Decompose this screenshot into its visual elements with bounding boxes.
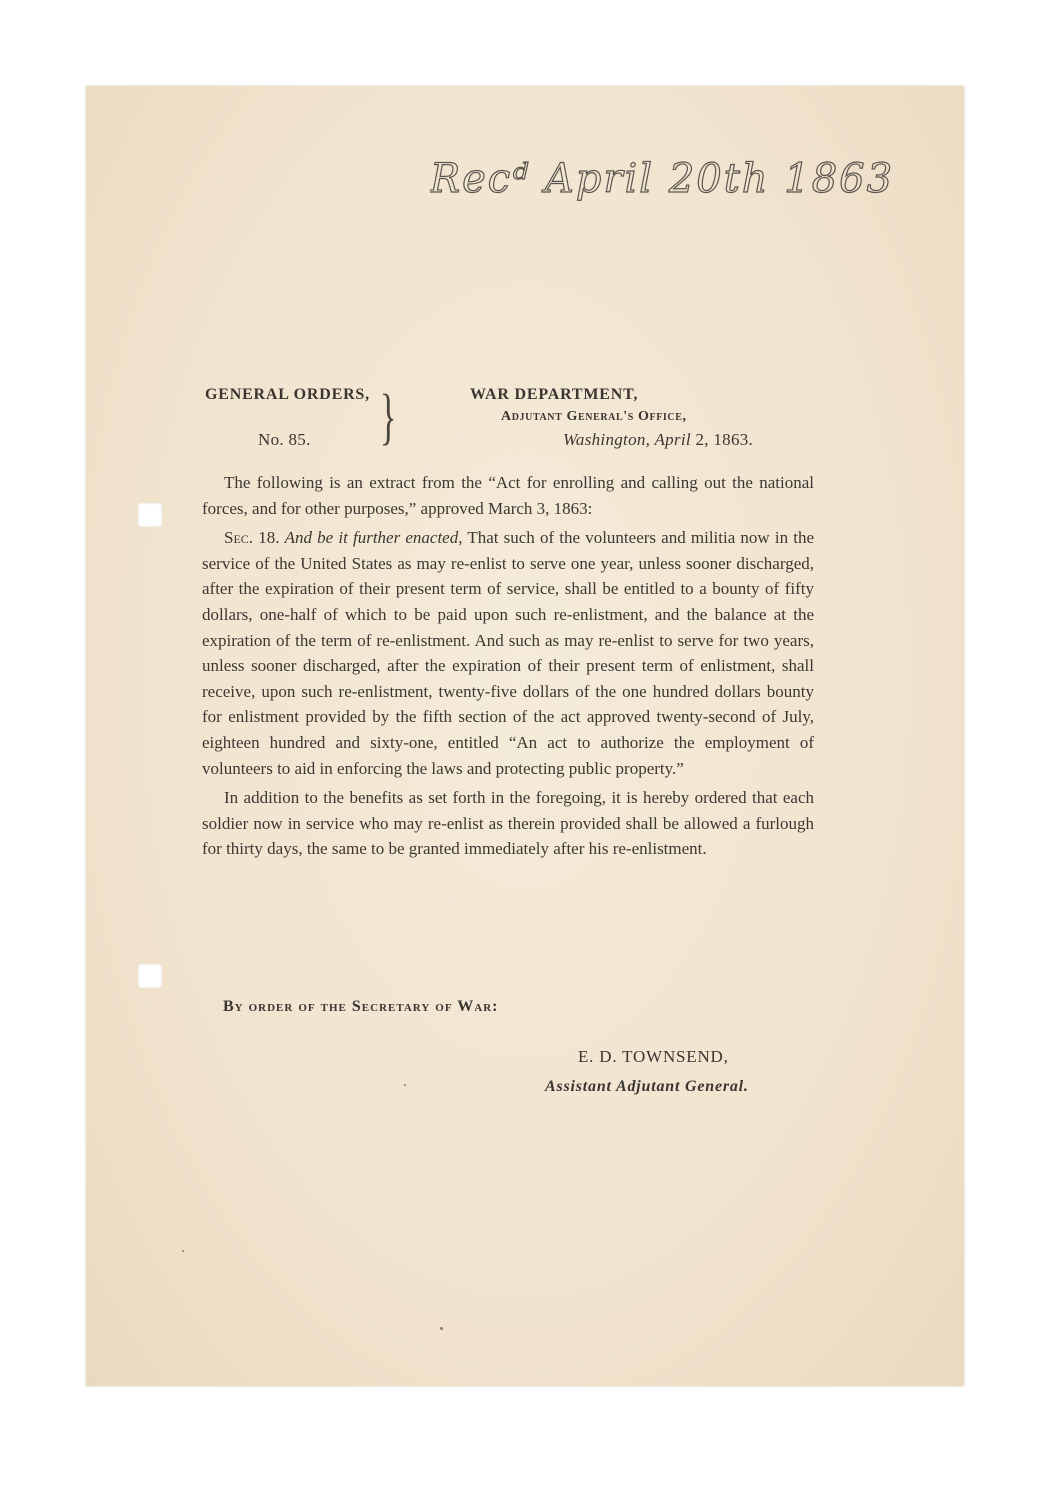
- paper-speck: [182, 1250, 184, 1252]
- paper-speck: [440, 1327, 443, 1330]
- handwritten-note-text: Recᵈ April 20th 1863: [430, 156, 895, 202]
- furlough-paragraph: In addition to the benefits as set forth in the foregoing, it is hereby ordered that each soldier now in service who may re-enlist as therein provided shall be allowed a furlough for thirty days, the same to be granted immediately after his re-enlistment.: [202, 788, 814, 859]
- place: Washington, April: [563, 430, 691, 449]
- punch-hole-bottom: [138, 964, 162, 988]
- signatory-name: E. D. TOWNSEND,: [578, 1047, 729, 1066]
- section-text: That such of the volunteers and militia now in the service of the United States as may re-enlist to serve one year, unless sooner discharged, after the expiration of their present term of service, shall be entitled to a bounty of fifty dollars, one-half of which to be paid upon such re-enlistment, and the balance at the expiration of the term of re-enlistment. And such as may re-enlist to serve for two years, unless sooner discharged, after the expiration of their present term of enlistment, shall receive, upon such re-enlistment, twenty-five dollars of the one hundred dollars bounty for enlistment provided by the fifth section of the act approved twenty-second of July, eighteen hundred and sixty-one, entitled “An act to authorize the employment of volunteers to aid in enforcing the laws and protecting public property.”: [202, 528, 814, 778]
- handwritten-annotation: [430, 140, 920, 210]
- date: 2, 1863.: [690, 430, 754, 449]
- department-name: WAR DEPARTMENT,: [470, 386, 639, 403]
- signatory-title: Assistant Adjutant General.: [545, 1078, 749, 1095]
- punch-hole-top: [138, 503, 162, 527]
- section-18-paragraph: [202, 525, 814, 781]
- place-date: [563, 430, 753, 450]
- intro-paragraph: The following is an extract from the “Act for enrolling and calling out the national forces, and for other purposes,” approved March 3, 1863:: [202, 473, 814, 518]
- orders-heading: GENERAL ORDERS,: [205, 386, 370, 403]
- orders-number: No. 85.: [258, 430, 311, 449]
- enactment-clause: And be it further enacted,: [284, 528, 463, 548]
- brace-icon: }: [380, 383, 397, 451]
- office-name: Adjutant General's Office,: [501, 409, 687, 424]
- order-body: [202, 470, 814, 862]
- order-line: By order of the Secretary of War:: [223, 998, 499, 1015]
- section-label: Sec. 18.: [224, 528, 280, 548]
- paper-speck: [404, 1084, 406, 1086]
